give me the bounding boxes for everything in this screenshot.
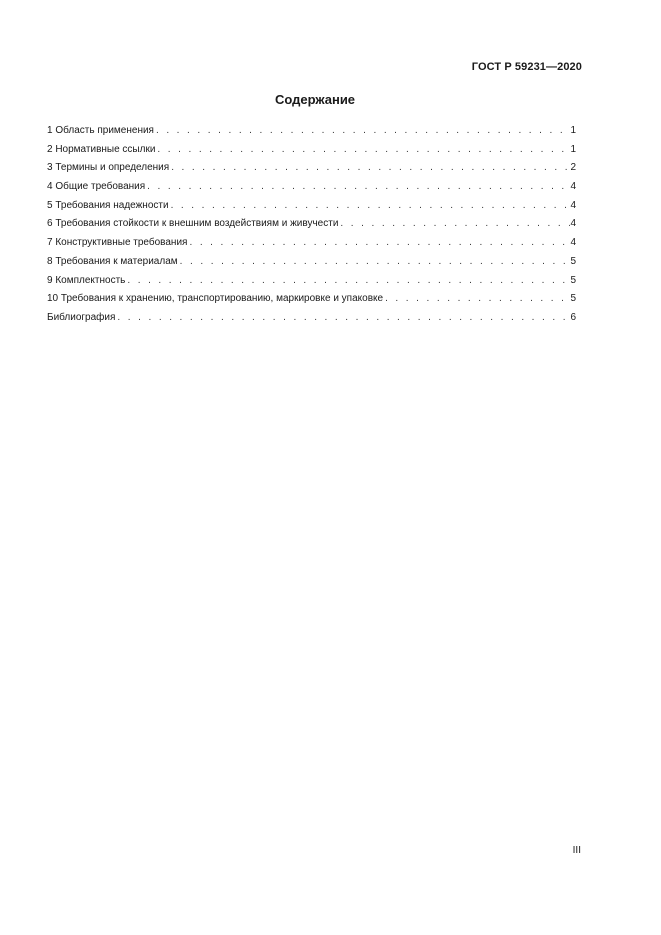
toc-entry-label: 7 Конструктивные требования	[47, 237, 188, 249]
toc-entry-storage[interactable]	[47, 292, 576, 311]
dot-leader	[115, 311, 570, 325]
toc-title: Содержание	[274, 92, 356, 107]
toc-entry-page: 5	[570, 274, 576, 286]
toc-entry-label: 1 Область применения	[47, 125, 154, 136]
dot-leader	[154, 124, 570, 138]
toc-entry-materials[interactable]	[47, 255, 576, 274]
toc-entry-page: 4	[570, 237, 576, 249]
toc-entry-label: 4 Общие требования	[47, 181, 146, 193]
toc-entry-page: 1	[570, 125, 576, 136]
toc-entry-general-requirements[interactable]	[47, 180, 576, 199]
toc-entry-page: 4	[570, 199, 576, 211]
dot-leader	[338, 217, 570, 231]
toc-entry-label: 3 Термины и определения	[47, 162, 170, 174]
dot-leader	[169, 161, 570, 175]
toc-entry-bibliography[interactable]	[47, 311, 576, 330]
toc-entry-label: Библиография	[47, 311, 116, 323]
dot-leader	[383, 292, 570, 306]
dot-leader	[125, 274, 570, 288]
toc-entry-label: 10 Требования к хранению, транспортированию, маркировке и упаковке	[47, 293, 384, 305]
page-number: III	[572, 845, 581, 856]
toc-entry-normative-references[interactable]	[47, 143, 576, 162]
toc-entry-scope[interactable]	[47, 124, 576, 143]
toc-entry-label: 9 Комплектность	[47, 274, 126, 286]
toc-entry-reliability[interactable]	[47, 199, 576, 218]
toc-entry-label: 2 Нормативные ссылки	[47, 143, 156, 155]
dot-leader	[178, 255, 571, 269]
toc-entry-page: 5	[570, 255, 576, 267]
toc-entry-resistance[interactable]	[47, 217, 576, 236]
dot-leader	[145, 180, 570, 194]
document-code: ГОСТ Р 59231—2020	[471, 61, 582, 73]
toc-entry-page: 6	[570, 311, 576, 323]
toc-entry-label: 5 Требования надежности	[47, 199, 169, 211]
dot-leader	[187, 236, 570, 250]
table-of-contents	[47, 124, 576, 330]
toc-entry-design[interactable]	[47, 236, 576, 255]
toc-entry-page: 2	[570, 162, 576, 174]
toc-entry-label: 6 Требования стойкости к внешним воздействиям и живучести	[47, 218, 339, 230]
toc-entry-page: 4	[570, 181, 576, 193]
dot-leader	[155, 143, 570, 157]
dot-leader	[169, 199, 571, 213]
toc-entry-page: 1	[570, 143, 576, 155]
toc-entry-page: 5	[570, 293, 576, 305]
toc-entry-completeness[interactable]	[47, 274, 576, 293]
toc-entry-terms[interactable]	[47, 161, 576, 180]
toc-entry-label: 8 Требования к материалам	[47, 255, 178, 267]
toc-entry-page: 4	[570, 218, 576, 230]
